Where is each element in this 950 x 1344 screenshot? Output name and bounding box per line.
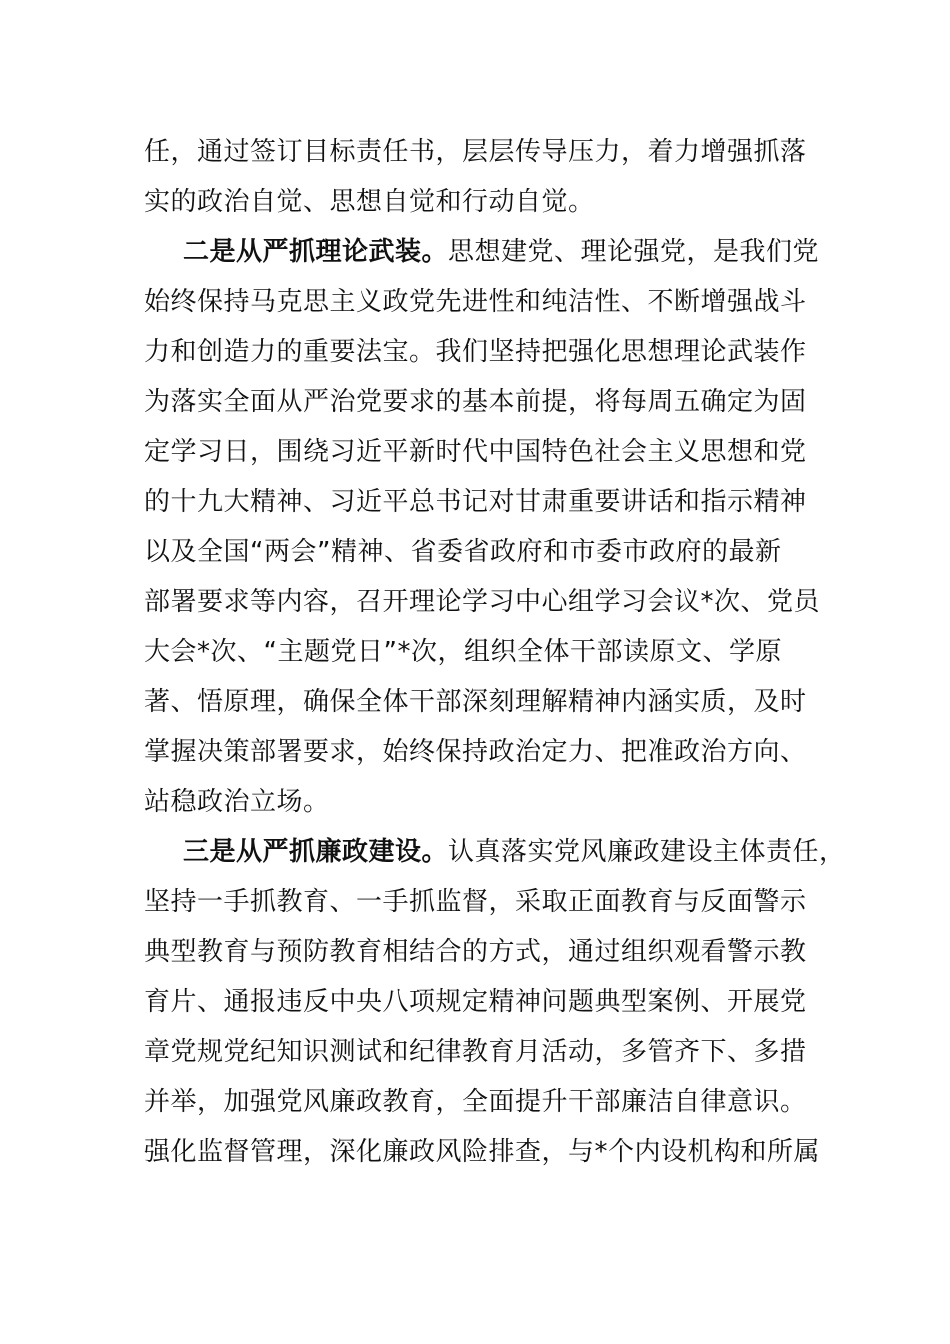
paragraph-2-line: 掌握决策部署要求，始终保持政治定力、把准政治方向、 [144,737,807,767]
paragraph-2-line: 为落实全面从严治党要求的基本前提，将每周五确定为固 [144,387,807,417]
paragraph-2-line: 的十九大精神、习近平总书记对甘肃重要讲话和指示精神 [144,487,807,517]
paragraph-1-line-2: 实的政治自觉、思想自觉和行动自觉。 [144,187,595,217]
document-body [144,127,846,1177]
paragraph-2-first-line-text: 思想建党、理论强党，是我们党 [448,237,820,267]
paragraph-3-line: 典型教育与预防教育相结合的方式，通过组织观看警示教 [144,937,807,967]
paragraph-3-first-line [144,827,846,877]
paragraph-3-first-line-text: 认真落实党风廉政建设主体责任， [448,837,846,867]
paragraph-2-line: 始终保持马克思主义政党先进性和纯洁性、不断增强战斗 [144,287,807,317]
paragraph-3-line: 章党规党纪知识测试和纪律教育月活动，多管齐下、多措 [144,1037,807,1067]
paragraph-2-first-line [144,227,820,277]
paragraph-2-line: 大会*次、“主题党日”*次，组织全体干部读原文、学原 [144,637,782,667]
paragraph-2-line: 定学习日，围绕习近平新时代中国特色社会主义思想和党 [144,437,807,467]
paragraph-1-line-1: 任，通过签订目标责任书，层层传导压力，着力增强抓落 [144,137,807,167]
paragraph-3-heading: 三是从严抓廉政建设。 [183,837,449,867]
paragraph-2-line: 力和创造力的重要法宝。我们坚持把强化思想理论武装作 [144,337,807,367]
paragraph-2-line: 站稳政治立场。 [144,787,330,817]
paragraph-3-line: 强化监督管理，深化廉政风险排查，与*个内设机构和所属 [144,1137,821,1167]
paragraph-2-line: 以及全国“两会”精神、省委省政府和市委市政府的最新 [144,537,782,567]
paragraph-3-line: 并举，加强党风廉政教育，全面提升干部廉洁自律意识。 [144,1087,807,1117]
paragraph-2-line: 部署要求等内容，召开理论学习中心组学习会议*次、党员 [144,587,821,617]
paragraph-2-heading: 二是从严抓理论武装。 [183,237,449,267]
paragraph-2-line: 著、悟原理，确保全体干部深刻理解精神内涵实质，及时 [144,687,807,717]
paragraph-3-line: 育片、通报违反中央八项规定精神问题典型案例、开展党 [144,987,807,1017]
paragraph-3-line: 坚持一手抓教育、一手抓监督，采取正面教育与反面警示 [144,887,807,917]
